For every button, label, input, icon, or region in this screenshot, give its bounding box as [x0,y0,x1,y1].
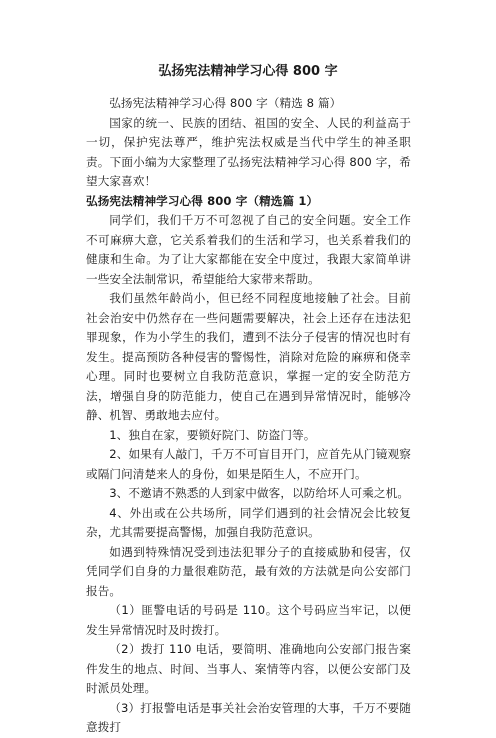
list-item: 4、外出或在公共场所，同学们遇到的社会情况会比较复杂，尤其需要提高警惕，加强自我防范意识。 [86,505,411,539]
list-item: 3、不邀请不熟悉的人到家中做客，以防给坏人可乘之机。 [109,486,410,500]
intro-paragraph: 国家的统一、民族的团结、祖国的安全、人民的利益高于一切，保护宪法尊严，维护宪法权威是当代中学生的神圣职责。下面小编为大家整理了弘扬宪法精神学习心得 800 字，希望大家喜欢！ [86,115,411,188]
document-title: 弘扬宪法精神学习心得 800 字 [158,64,338,79]
list-item: 2、如果有人敲门，千万不可盲目开门，应首先从门镜观察或隔门问清楚来人的身份，如果是陌生人，不应开门。 [86,447,411,481]
section-heading: 弘扬宪法精神学习心得 800 字（精选篇 1） [86,193,319,208]
body-paragraph: 同学们，我们千万不可忽视了自己的安全问题。安全工作不可麻痹大意，它关系着我们的生活和学习，也关系着我们的健康和生命。为了让大家都能在安全中度过，我跟大家简单讲一些安全法制常识，希望能给大家带来帮助。 [86,213,411,286]
document-body [86,94,411,738]
document-subtitle: 弘扬宪法精神学习心得 800 字（精选 8 篇） [109,96,342,110]
list-item: （2）拨打 110 电话，要简明、准确地向公安部门报告案件发生的地点、时间、当事人、案情等内容，以便公安部门及时派员处理。 [86,642,411,695]
body-paragraph: 我们虽然年龄尚小，但已经不同程度地接触了社会。目前社会治安中仍然存在一些问题需要解决，社会上还存在违法犯罪现象，作为小学生的我们，遭到不法分子侵害的情况也时有发生。提高预防各种侵害的警惕性，消除对危险的麻痹和侥幸心理。同时也要树立自我防范意识，掌握一定的安全防范方法，增强自身的防范能力，使自己在遇到异常情况时，能够冷静、机智、勇敢地去应付。 [86,291,411,422]
list-item: （3）打报警电话是事关社会治安管理的大事，千万不要随意拨打 [86,700,411,734]
body-paragraph: 如遇到特殊情况受到违法犯罪分子的直接威胁和侵害，仅凭同学们自身的力量很难防范，最有效的方法就是向公安部门报告。 [86,544,411,598]
list-item: （1）匪警电话的号码是 110。这个号码应当牢记，以便发生异常情况时及时拨打。 [86,603,411,637]
list-item: 1、独自在家，要锁好院门、防盗门等。 [109,427,316,442]
